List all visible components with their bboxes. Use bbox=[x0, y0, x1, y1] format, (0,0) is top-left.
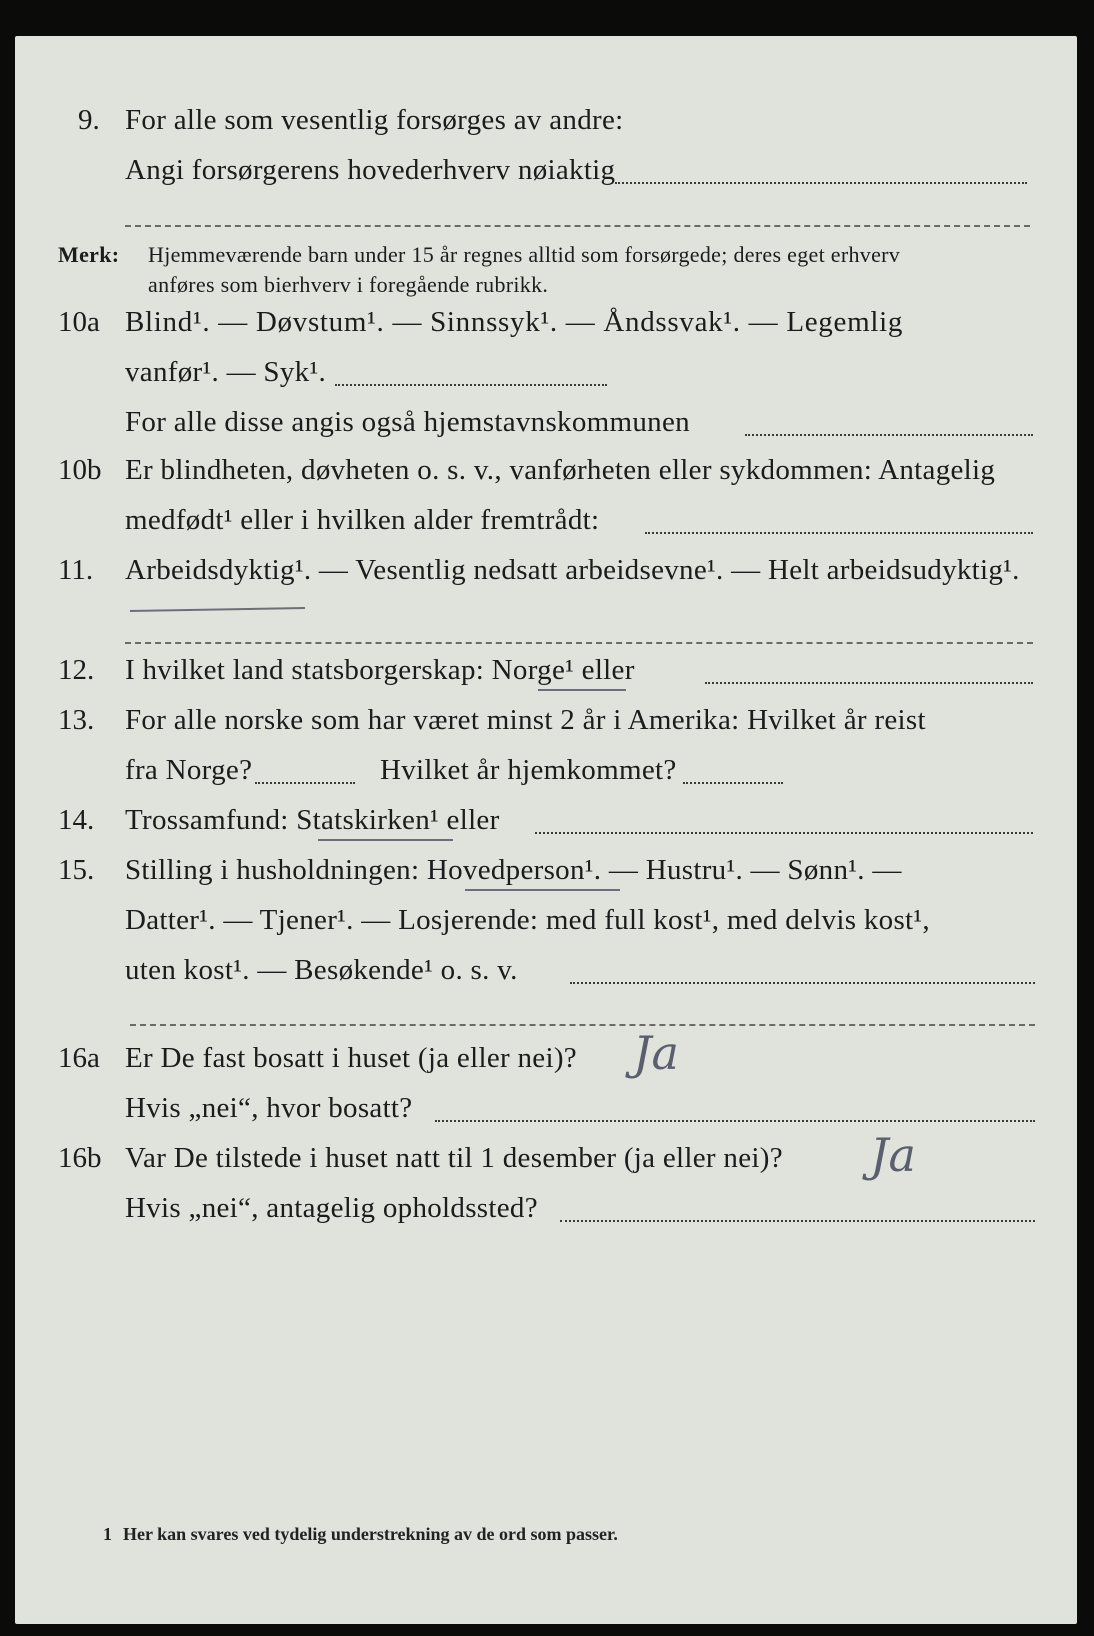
q16b-handwritten-answer: Ja bbox=[870, 1128, 916, 1182]
q12-line-1: I hvilket land statsborgerskap: Norge¹ eller bbox=[125, 654, 635, 686]
q14-answer-line bbox=[535, 832, 1033, 834]
q12-handwritten-underline bbox=[538, 689, 626, 691]
q15-handwritten-underline bbox=[465, 889, 620, 891]
q9-question: For alle som vesentlig forsørges av andre: bbox=[125, 104, 624, 136]
q15-line-2: Datter¹. — Tjener¹. — Losjerende: med full kost¹, med delvis kost¹, bbox=[125, 904, 930, 936]
footnote-text: Her kan svares ved tydelig understrekning av de ord som passer. bbox=[123, 1524, 618, 1544]
footnote-mark: 1 bbox=[103, 1524, 112, 1544]
q15-separator bbox=[130, 1024, 1035, 1026]
q13-return-line bbox=[683, 782, 783, 784]
q15-answer-line bbox=[570, 982, 1035, 984]
q11-number: 11. bbox=[58, 554, 94, 586]
q10b-number: 10b bbox=[58, 454, 102, 486]
q14-line-1: Trossamfund: Statskirken¹ eller bbox=[125, 804, 500, 836]
q10a-line-3: For alle disse angis også hjemstavnskommunen bbox=[125, 406, 690, 438]
q16a-line-2: Hvis „nei“, hvor bosatt? bbox=[125, 1092, 413, 1124]
q13-line-2b: Hvilket år hjemkommet? bbox=[380, 754, 677, 786]
q9-instruction: Angi forsørgerens hovederhverv nøiaktig bbox=[125, 154, 616, 186]
q16b-line-1: Var De tilstede i huset natt til 1 desember (ja eller nei)? bbox=[125, 1142, 783, 1174]
q13-departure-line bbox=[255, 782, 355, 784]
q16b-line-2: Hvis „nei“, antagelig opholdssted? bbox=[125, 1192, 538, 1224]
q10a-line-1: Blind¹. — Døvstum¹. — Sinnssyk¹. — Åndssvak¹. — Legemlig bbox=[125, 306, 904, 338]
q10a-answer-line bbox=[335, 384, 607, 386]
census-form-page bbox=[15, 36, 1077, 1624]
q9-answer-line bbox=[615, 182, 1027, 184]
merk-label: Merk: bbox=[58, 242, 120, 267]
q10a-number: 10a bbox=[58, 306, 100, 338]
q12-answer-line bbox=[705, 682, 1033, 684]
q14-number: 14. bbox=[58, 804, 95, 836]
q16a-line-1: Er De fast bosatt i huset (ja eller nei)? bbox=[125, 1042, 577, 1074]
q10b-line-2: medfødt¹ eller i hvilken alder fremtrådt: bbox=[125, 504, 600, 536]
q10a-municipality-line bbox=[745, 434, 1033, 436]
q16b-number: 16b bbox=[58, 1142, 102, 1174]
q11-line-1: Arbeidsdyktig¹. — Vesentlig nedsatt arbeidsevne¹. — Helt arbeidsudyktig¹. bbox=[125, 554, 1020, 586]
q14-handwritten-underline bbox=[318, 839, 453, 841]
q16a-number: 16a bbox=[58, 1042, 100, 1074]
q13-number: 13. bbox=[58, 704, 95, 736]
merk-line-2: anføres som bierhverv i foregående rubrikk. bbox=[148, 272, 549, 297]
q12-number: 12. bbox=[58, 654, 95, 686]
q11-separator bbox=[125, 642, 1033, 644]
q15-line-1: Stilling i husholdningen: Hovedperson¹. — Hustru¹. — Sønn¹. — bbox=[125, 854, 902, 886]
q10b-line-1: Er blindheten, døvheten o. s. v., vanførheten eller sykdommen: Antagelig bbox=[125, 454, 996, 486]
q13-line-2a: fra Norge? bbox=[125, 754, 253, 786]
q15-number: 15. bbox=[58, 854, 95, 886]
q10a-line-2: vanfør¹. — Syk¹. bbox=[125, 356, 327, 388]
q16a-answer-line bbox=[435, 1120, 1035, 1122]
q13-line-1: For alle norske som har været minst 2 år i Amerika: Hvilket år reist bbox=[125, 704, 926, 736]
q16a-handwritten-answer: Ja bbox=[633, 1026, 679, 1080]
q11-handwritten-underline bbox=[130, 607, 305, 612]
q16b-answer-line bbox=[560, 1220, 1035, 1222]
q15-line-3: uten kost¹. — Besøkende¹ o. s. v. bbox=[125, 954, 518, 986]
q9-separator bbox=[125, 225, 1030, 227]
merk-line-1: Hjemmeværende barn under 15 år regnes alltid som forsørgede; deres eget erhverv bbox=[148, 242, 901, 267]
q9-number: 9. bbox=[78, 104, 100, 136]
q10b-answer-line bbox=[645, 532, 1033, 534]
